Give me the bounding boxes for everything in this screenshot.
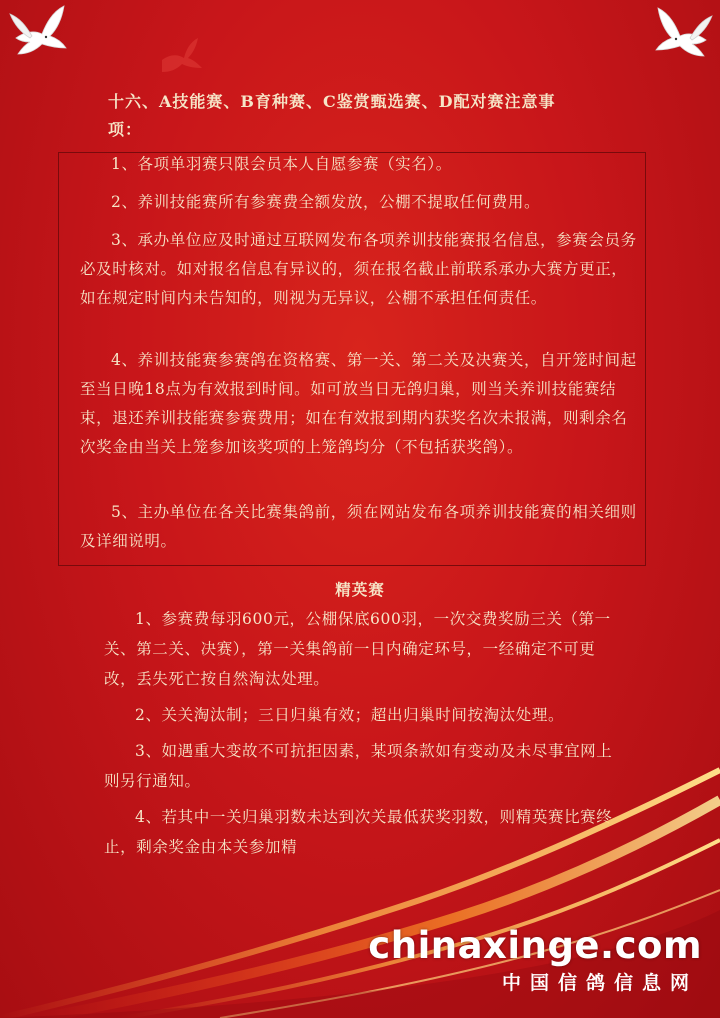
elite-item: 4、若其中一关归巢羽数未达到次关最低获奖羽数，则精英赛比赛终止，剩余奖金由本关参加精 bbox=[104, 808, 613, 856]
rule-item: 3、承办单位应及时通过互联网发布各项养训技能赛报名信息，参赛会员务必及时核对。如对报名信息有异议的，须在报名截止前联系承办大赛方更正，如在规定时间内未告知的，则视为无异议，公棚不承担任何责任。 bbox=[80, 231, 637, 307]
rule-item: 5、主办单位在各关比赛集鸽前，须在网站发布各项养训技能赛的相关细则及详细说明。 bbox=[80, 503, 637, 550]
rule-item: 1、各项单羽赛只限会员本人自愿参赛（实名）。 bbox=[111, 155, 452, 173]
elite-heading: 精英赛 bbox=[335, 580, 385, 599]
elite-item: 3、如遇重大变故不可抗拒因素，某项条款如有变动及未尽事宜网上则另行通知。 bbox=[104, 742, 613, 790]
section-title bbox=[108, 88, 628, 144]
watermark-domain: chinaxinge.com bbox=[368, 924, 702, 967]
elite-item: 2、关关淘汰制；三日归巢有效；超出归巢时间按淘汰处理。 bbox=[135, 706, 565, 724]
rule-item: 2、养训技能赛所有参赛费全额发放，公棚不提取任何费用。 bbox=[111, 193, 541, 211]
section-title-line1: 十六、A技能赛、B育种赛、C鉴赏甄选赛、D配对赛注意事 bbox=[108, 92, 556, 111]
elite-item: 1、参赛费每羽600元，公棚保底600羽，一次交费奖励三关（第一关、第二关、决赛），第一关集鸽前一日内确定环号，一经确定不可更改，丢失死亡按自然淘汰处理。 bbox=[104, 610, 611, 688]
dove-icon bbox=[6, 4, 76, 64]
rule-item: 4、养训技能赛参赛鸽在资格赛、第一关、第二关及决赛关，自开笼时间起至当日晚18点为有效报到时间。如可放当日无鸽归巢，则当关养训技能赛结束，退还养训技能赛参赛费用；如在有效报到期内获奖名次未报满，则剩余名次奖金由当关上笼参加该奖项的上笼鸽均分（不包括获奖鸽）。 bbox=[80, 351, 637, 456]
section-title-line2: 项： bbox=[108, 120, 143, 139]
dove-icon bbox=[646, 6, 716, 66]
faded-dove-icon bbox=[158, 36, 206, 76]
watermark-site-name: 中国信鸽信息网 bbox=[501, 972, 698, 994]
